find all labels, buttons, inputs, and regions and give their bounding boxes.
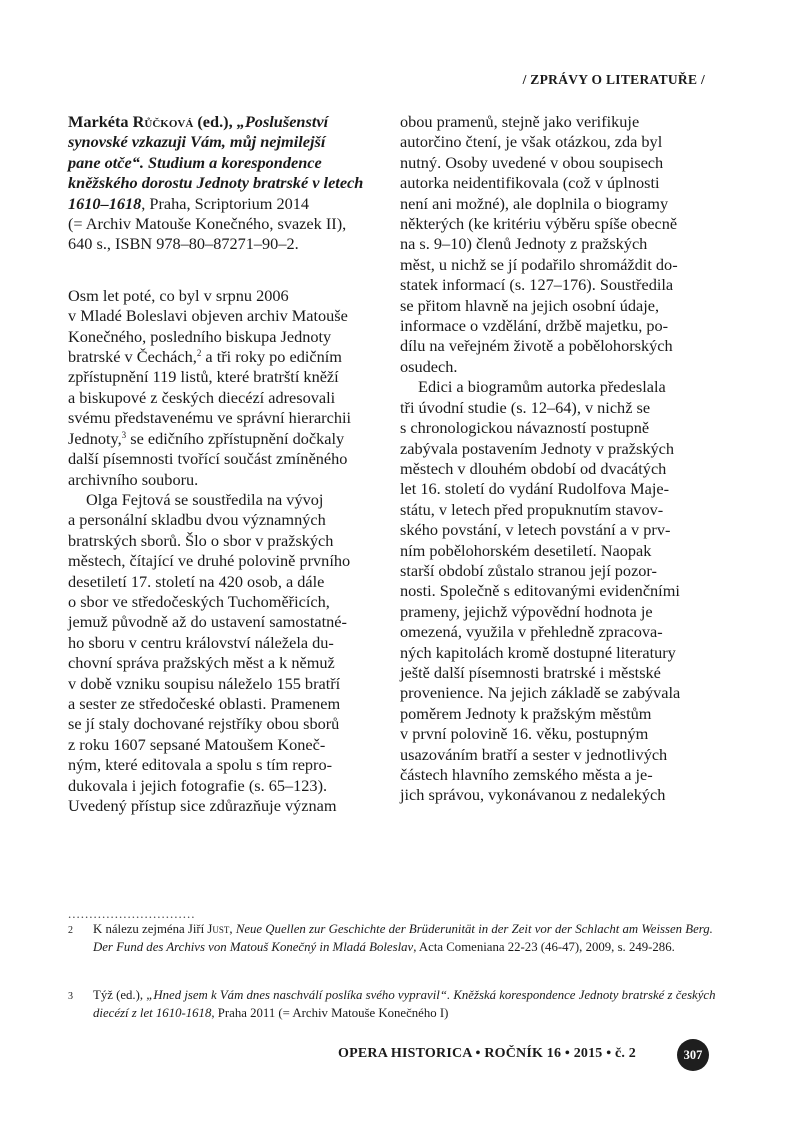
text-line: osudech. <box>400 356 458 376</box>
text-line: chovní správa pražských měst a k němuž <box>68 653 335 673</box>
text-line: Jednoty,$^3$ se edičního zpřístupnění dočkaly <box>68 428 345 448</box>
citation-editor-mark: (ed.), <box>193 112 237 131</box>
text-line: ského povstání, v letech povstání a v prv- <box>400 520 671 540</box>
section-heading: / ZPRÁVY O LITERATUŘE / <box>522 72 705 87</box>
text-line: Edici a biogramům autorka předeslala <box>418 377 666 397</box>
right-column <box>400 112 712 806</box>
citation-imprint: , Praha, Scriptorium 2014 <box>141 193 310 213</box>
journal-footer: OPERA HISTORICA • ROČNÍK 16 • 2015 • č. 2 <box>338 1046 637 1061</box>
text-line: informace o vzdělání, držbě majetku, po- <box>400 316 669 336</box>
text-line: a sester ze středočeské oblasti. Pramenem <box>68 693 341 713</box>
text-line: nosti. Společně s editovanými evidenčními <box>400 581 680 601</box>
footnote-ref: 2 <box>196 348 202 359</box>
text-line: státu, v letech před propuknutím stavov- <box>400 499 664 519</box>
citation-author-first: Markéta <box>68 112 129 131</box>
text-line: poměrem Jednoty k pražským městům <box>400 703 652 723</box>
review-citation <box>68 112 386 255</box>
text-line: v době vzniku soupisu náleželo 155 bratří <box>68 673 341 693</box>
text-line: zpřístupnění 119 listů, které bratrští kněží <box>68 367 339 387</box>
text-line: s chronologickou návazností postupně <box>400 418 650 438</box>
text-line: usazováním bratří a sester v jednotlivých <box>400 744 668 764</box>
citation-title: synovské vzkazuji Vám, můj nejmilejší <box>68 132 326 152</box>
text-line: autorčino čtení, je však otázkou, zda byl <box>400 132 663 152</box>
text-line: není ani možné), ale doplnila o biogramy <box>400 193 669 213</box>
text-line: prameny, jejichž výpovědní hodnota je <box>400 601 653 621</box>
text-line: nutný. Osoby uvedené v obou soupisech <box>400 152 664 172</box>
body-paragraph <box>68 286 386 490</box>
text-line: měst, u nichž se jí podařilo shromáždit do- <box>400 254 678 274</box>
text-line: některých (ke kritériu výběru spíše obecně <box>400 214 678 234</box>
left-column <box>68 112 386 816</box>
citation-author-last: Růčková <box>132 112 194 131</box>
text-line: ním pobělohorském desetiletí. Naopak <box>400 540 652 560</box>
text-line: autorka neidentifikovala (což v úplnosti <box>400 173 660 193</box>
text-line: svému představenému ve správní hierarchii <box>68 408 352 428</box>
footnote-author: Just <box>207 922 230 936</box>
footnote-number: 3 <box>68 991 73 1002</box>
text-line: o sbor ve středočeských Tuchoměřicích, <box>68 591 330 611</box>
text-line: ných kapitolách kromě dostupné literatury <box>400 642 676 662</box>
body-paragraph <box>400 377 712 806</box>
text-line: archivního souboru. <box>68 469 199 489</box>
footnote-number: 2 <box>68 925 73 936</box>
text-line: na s. 9–10) členů Jednoty z pražských <box>400 234 648 254</box>
page-number-badge <box>677 1039 709 1071</box>
footnote-ref: 3 <box>121 429 127 440</box>
citation-series: (= Archiv Matouše Konečného, svazek II), <box>68 214 347 234</box>
text-line: statek informací (s. 127–176). Soustředila <box>400 275 674 295</box>
text-line: provenience. Na jejich základě se zabývala <box>400 683 681 703</box>
text-line: částech hlavního zemského města a je- <box>400 765 653 784</box>
text-line: bratrské v Čechách,$^2$ a tři roky po edičním <box>68 347 342 367</box>
text-line: další písemnosti tvořící součást zmíněného <box>68 449 348 469</box>
text-line: ještě další písemnosti bratrské i městské <box>400 662 661 682</box>
text-line: městech v dlouhém období od dvacátých <box>400 458 667 478</box>
text-line: městech, čítající ve druhé polovině prvního <box>68 551 351 571</box>
text-line: zabývala postavením Jednoty v pražských <box>400 438 674 458</box>
text-line: bratrských sborů. Šlo o sbor v pražských <box>68 530 334 550</box>
text-line: jemuž původně až do ustavení samostatné- <box>68 612 347 632</box>
text-line: dílu na veřejném životě a pobělohorských <box>400 336 673 356</box>
text-line: z roku 1607 sepsané Matoušem Koneč- <box>68 734 326 754</box>
citation-line <box>68 194 386 214</box>
footnote-title: Neue Quellen zur Geschichte der Brüderunität in der Zeit vor der Schlacht am Weissen Berg. Der Fund des Archivs von Matouš Konečný in Mladá Boleslav <box>93 922 713 954</box>
text-line: obou pramenů, stejně jako verifikuje <box>400 112 640 131</box>
page-number: 307 <box>683 1047 703 1062</box>
text-line: dukovala i jejich fotografie (s. 65–123). <box>68 775 328 795</box>
text-line: se jí staly dochované rejstříky obou sborů <box>68 714 340 734</box>
text-line: ho sboru v centru království náležela du- <box>68 632 334 652</box>
text-line: Osm let poté, co byl v srpnu 2006 <box>68 285 289 305</box>
text-line: let 16. století do vydání Rudolfova Maje- <box>400 479 670 499</box>
body-paragraph <box>68 490 386 817</box>
text-line: starší období zůstalo stranou její pozor- <box>400 560 657 580</box>
text-line: a biskupové z českých diecézí adresovali <box>68 387 336 407</box>
citation-line <box>68 112 386 132</box>
text-line: a personální skladbu dvou významných <box>68 510 326 530</box>
citation-title: pane otče“. Studium a korespondence <box>68 152 322 172</box>
spacer <box>68 255 386 275</box>
footnote-text: K nálezu zejména Jiří Just, Neue Quellen zur Geschichte der Brüderunität in der Zeit vor der Schlacht am Weissen Berg. Der Fund des Archivs von Matouš Konečný in Mladá Boleslav, Acta Comeniana 22-23 (46-47), 2009, s. 249-286. <box>93 922 713 954</box>
text-line: Olga Fejtová se soustředila na vývoj <box>86 489 324 509</box>
body-paragraph <box>400 112 712 377</box>
text-line: v první polovině 16. věku, postupným <box>400 724 649 744</box>
footnote-title: „Hned jsem k Vám dnes naschválí poslíka svého vypravil“. Kněžská korespondence Jednoty bratrské z českých diecézí z let 1610-1618 <box>93 988 716 1020</box>
citation-title: 1610–1618 <box>68 193 142 213</box>
citation-title: „Poslušenství <box>236 112 329 131</box>
citation-series: 640 s., ISBN 978–80–87271–90–2. <box>68 234 299 254</box>
text-line: Konečného, posledního biskupa Jednoty <box>68 326 332 346</box>
text-line: tři úvodní studie (s. 12–64), v nichž se <box>400 397 651 417</box>
text-line: se přitom hlavně na jejich osobní údaje, <box>400 295 660 315</box>
footnote-separator: .............................. <box>68 906 196 921</box>
text-line: Uvedený přístup sice zdůrazňuje význam <box>68 796 337 815</box>
text-line: jich správou, vykonávanou z nedalekých <box>400 785 666 805</box>
text-line: ným, které editovala a spolu s tím repro- <box>68 755 333 775</box>
text-line: desetiletí 17. století na 420 osob, a dále <box>68 571 325 591</box>
text-line: omezená, využila v přehledně zpracova- <box>400 622 663 642</box>
text-line: v Mladé Boleslavi objeven archiv Matouše <box>68 306 348 326</box>
footnote-text: Týž (ed.), „Hned jsem k Vám dnes naschválí poslíka svého vypravil“. Kněžská korespondence Jednoty bratrské z českých diecézí z let 1610-1618, Praha 2011 (= Archiv Matouše Konečného I) <box>93 988 716 1020</box>
citation-title: kněžského dorostu Jednoty bratrské v letech <box>68 173 364 193</box>
